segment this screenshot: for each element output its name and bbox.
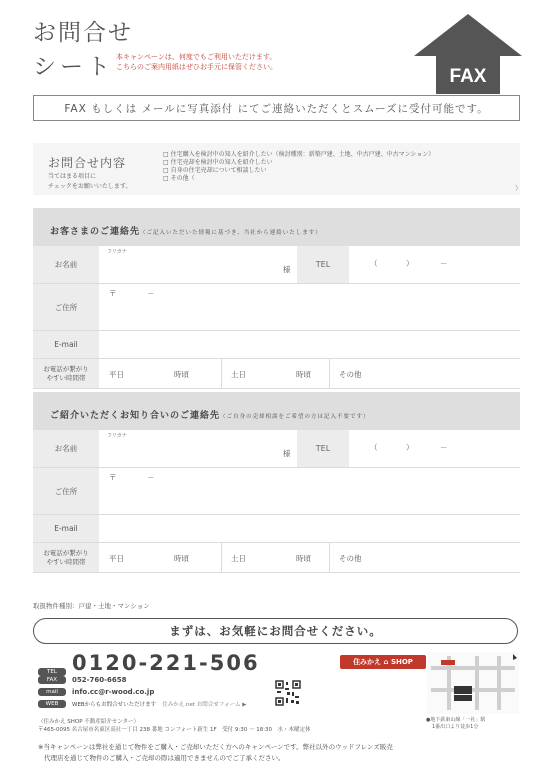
fax-label: FAX <box>449 66 487 87</box>
shop-button[interactable]: 住みかえ ⌂ SHOP <box>340 655 426 669</box>
s1-time2: 時頃 <box>296 370 311 379</box>
inquiry-sub-line2: チェックをお願いいたします。 <box>48 183 132 190</box>
inquiry-title: お問合せ内容 <box>48 156 127 170</box>
phone-number[interactable]: 0120-221-506 <box>72 651 260 675</box>
property-types: 取扱物件種別：戸建・土地・マンション <box>33 602 150 610</box>
mail-badge: mail <box>38 688 66 696</box>
section1-note: （ご記入いただいた情報に基づき、当社から連絡いたします） <box>140 230 322 236</box>
company-line1: （住みかえ SHOP 不動産紹介センター） <box>38 719 140 725</box>
s2-address-label: ご住所 <box>33 468 99 514</box>
campaign-note-line1: 本キャンペーンは、何度でもご利用いただけます。 <box>116 53 277 61</box>
map-caption-line2: 1番出口より徒歩1分 <box>432 724 479 730</box>
inquiry-options <box>163 151 434 183</box>
s2-weekday: 平日 <box>109 554 124 563</box>
s2-sama: 様 <box>283 449 291 458</box>
map-caption-line1: ●地下鉄東山線「一社」駅 <box>426 717 486 723</box>
page-title-line1: お問合せ <box>33 20 133 46</box>
s2-tel-paren-open: （ <box>370 443 378 452</box>
s1-time1: 時頃 <box>174 370 189 379</box>
s1-tel-dash: － <box>440 259 448 268</box>
page-title-line2: シート <box>33 54 114 80</box>
s2-weekend: 土日 <box>231 554 246 563</box>
section1-title-text: お客さまのご連絡先 <box>50 227 141 237</box>
s2-address-row <box>33 468 520 515</box>
web-link[interactable]: 住みかえ.net お問合せフォーム ▶ <box>162 702 247 708</box>
section1-form <box>33 246 520 391</box>
s1-email-label: E-mail <box>33 331 99 358</box>
s1-time-label <box>33 359 99 388</box>
s2-other: その他 <box>339 554 362 563</box>
s1-tel-label: TEL <box>297 246 349 283</box>
campaign-note-line2: こちらのご案内用紙はぜひお手元に保管ください。 <box>116 63 277 71</box>
s2-time-label-2: やすい時間帯 <box>46 557 86 566</box>
s2-divider1 <box>221 543 222 572</box>
s1-divider2 <box>329 359 330 388</box>
s1-tel-paren-open: （ <box>370 259 378 268</box>
tel-badge-text: TEL <box>38 668 66 676</box>
disclaimer-line1: ※当キャンペーンは弊社を通じて物件をご購入・ご売却いただく方へのキャンペーンです。弊社以外のウッドフレンズ販売 <box>38 743 393 751</box>
inquiry-bracket-close: ） <box>515 184 522 192</box>
banner: FAX もしくは メールに写真添付 にてご連絡いただくとスムーズに受付可能です。 <box>33 95 520 121</box>
access-map <box>427 652 519 714</box>
section2-title-text: ご紹介いただくお知り合いのご連絡先 <box>50 411 221 421</box>
s2-time-row <box>33 543 520 573</box>
s2-time2: 時頃 <box>296 554 311 563</box>
s2-time-label <box>33 543 99 572</box>
s1-address-label: ご住所 <box>33 284 99 330</box>
inquiry-option-other[interactable]: □ その他（ <box>163 175 195 182</box>
inquiry-subtitle <box>48 172 131 192</box>
s1-address-row <box>33 284 520 331</box>
section2-form <box>33 430 520 575</box>
campaign-note <box>116 52 277 72</box>
web-badge: WEB <box>38 700 66 708</box>
s1-name-label: お名前 <box>33 246 99 283</box>
s1-divider1 <box>221 359 222 388</box>
s2-divider2 <box>329 543 330 572</box>
company-info <box>38 718 311 734</box>
fax-line <box>38 676 127 684</box>
section2-title <box>50 408 370 421</box>
s2-postal-mark: 〒 <box>109 473 117 482</box>
s2-time1: 時頃 <box>174 554 189 563</box>
s2-postal-dash: － <box>147 473 155 482</box>
fax-badge: FAX <box>38 676 66 684</box>
web-text: WEBからもお問合せいただけます <box>72 702 157 708</box>
disclaimer <box>38 742 393 764</box>
s1-email-row <box>33 331 520 359</box>
s2-name-label: お名前 <box>33 430 99 467</box>
s1-weekday: 平日 <box>109 370 124 379</box>
s1-postal-dash: － <box>147 289 155 298</box>
web-line <box>38 700 246 708</box>
s1-time-label-2: やすい時間帯 <box>46 373 86 382</box>
s2-email-label: E-mail <box>33 515 99 542</box>
s1-weekend: 土日 <box>231 370 246 379</box>
s2-time-label-1: お電話が繋がり <box>43 548 89 557</box>
s1-time-label-1: お電話が繋がり <box>43 364 89 373</box>
section2-note: （ご自身の売却相談をご希望の方は記入不要です） <box>220 414 370 420</box>
s2-name-row <box>33 430 520 468</box>
company-line2: 〒465-0095 名古屋市名東区高社一丁目 238 番地 コンフォート新生 1F 受付 9:30 ～ 18:30 水・木曜定休 <box>38 727 311 733</box>
email-address[interactable]: info.cc@r-wood.co.jp <box>72 688 155 696</box>
inquiry-sub-line1: 当てはまる項目に <box>48 173 97 180</box>
cta-banner: まずは、お気軽にお問合せください。 <box>33 618 518 644</box>
map-caption <box>426 717 485 731</box>
s1-sama: 様 <box>283 265 291 274</box>
s1-postal-mark: 〒 <box>109 289 117 298</box>
inquiry-option-self-sell[interactable]: □ 自身の住宅売却について相談したい <box>163 167 267 174</box>
s2-email-row <box>33 515 520 543</box>
fax-number: 052-760-6658 <box>72 676 127 684</box>
s2-furigana: フリガナ <box>107 433 127 439</box>
section1-title <box>50 224 322 237</box>
s1-name-row <box>33 246 520 284</box>
s1-tel-paren-close: ） <box>406 259 414 268</box>
inquiry-option-buy[interactable]: □ 住宅購入を検討中の知人を紹介したい（検討種別：新築戸建、土地、中古戸建、中古マンション） <box>163 151 435 158</box>
disclaimer-line2: 代理店を通じて物件のご購入・ご売却の際は適用できませんのでご了承ください。 <box>44 754 285 762</box>
qr-code-icon <box>275 680 301 706</box>
s1-time-row <box>33 359 520 389</box>
mail-line <box>38 688 154 696</box>
s1-furigana: フリガナ <box>107 249 127 255</box>
s2-tel-dash: － <box>440 443 448 452</box>
s2-tel-label: TEL <box>297 430 349 467</box>
s1-other: その他 <box>339 370 362 379</box>
tel-badge <box>38 658 66 677</box>
s2-tel-paren-close: ） <box>406 443 414 452</box>
fax-arrow-icon <box>414 14 522 94</box>
inquiry-option-sell[interactable]: □ 住宅売却を検討中の知人を紹介したい <box>163 159 273 166</box>
